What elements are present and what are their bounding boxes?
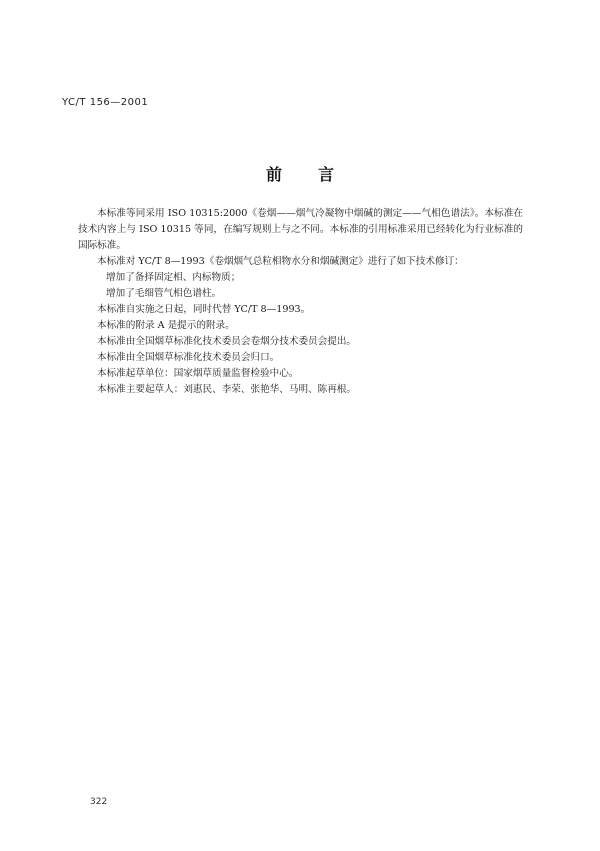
revision-item-stationary-phase: 增加了备择固定相、内标物质；	[106, 272, 241, 283]
page-number: 322	[90, 797, 108, 807]
foreword-body	[78, 206, 523, 398]
paragraph-appendix: 本标准的附录 A 是提示的附录。	[97, 320, 235, 331]
revision-item-capillary-column: 增加了毛细管气相色谱柱。	[106, 288, 222, 299]
paragraph-centralized: 本标准由全国烟草标准化技术委员会归口。	[97, 352, 280, 363]
paragraph-proposer: 本标准由全国烟草标准化技术委员会卷烟分技术委员会提出。	[97, 336, 357, 347]
paragraph-adoption: 本标准等同采用 ISO 10315:2000《卷烟——烟气冷凝物中烟碱的测定——气相色谱法》。本标准在技术内容上与 ISO 10315 等同，在编写规则上与之不同。本标准的引用标准采用已经转化为行业标准的国际标准。	[78, 208, 523, 251]
paragraph-drafting-unit: 本标准起草单位：国家烟草质量监督检验中心。	[97, 368, 299, 379]
paragraph-revision: 本标准对 YC/T 8—1993《卷烟烟气总粒相物水分和烟碱测定》进行了如下技术修订：	[97, 256, 464, 267]
document-code: YC/T 156—2001	[62, 97, 149, 108]
page-title: 前言	[265, 165, 370, 184]
paragraph-drafters: 本标准主要起草人：刘惠民、李荣、张艳华、马明、陈再根。	[97, 384, 357, 395]
paragraph-replacement: 本标准自实施之日起，同时代替 YC/T 8—1993。	[97, 304, 311, 315]
